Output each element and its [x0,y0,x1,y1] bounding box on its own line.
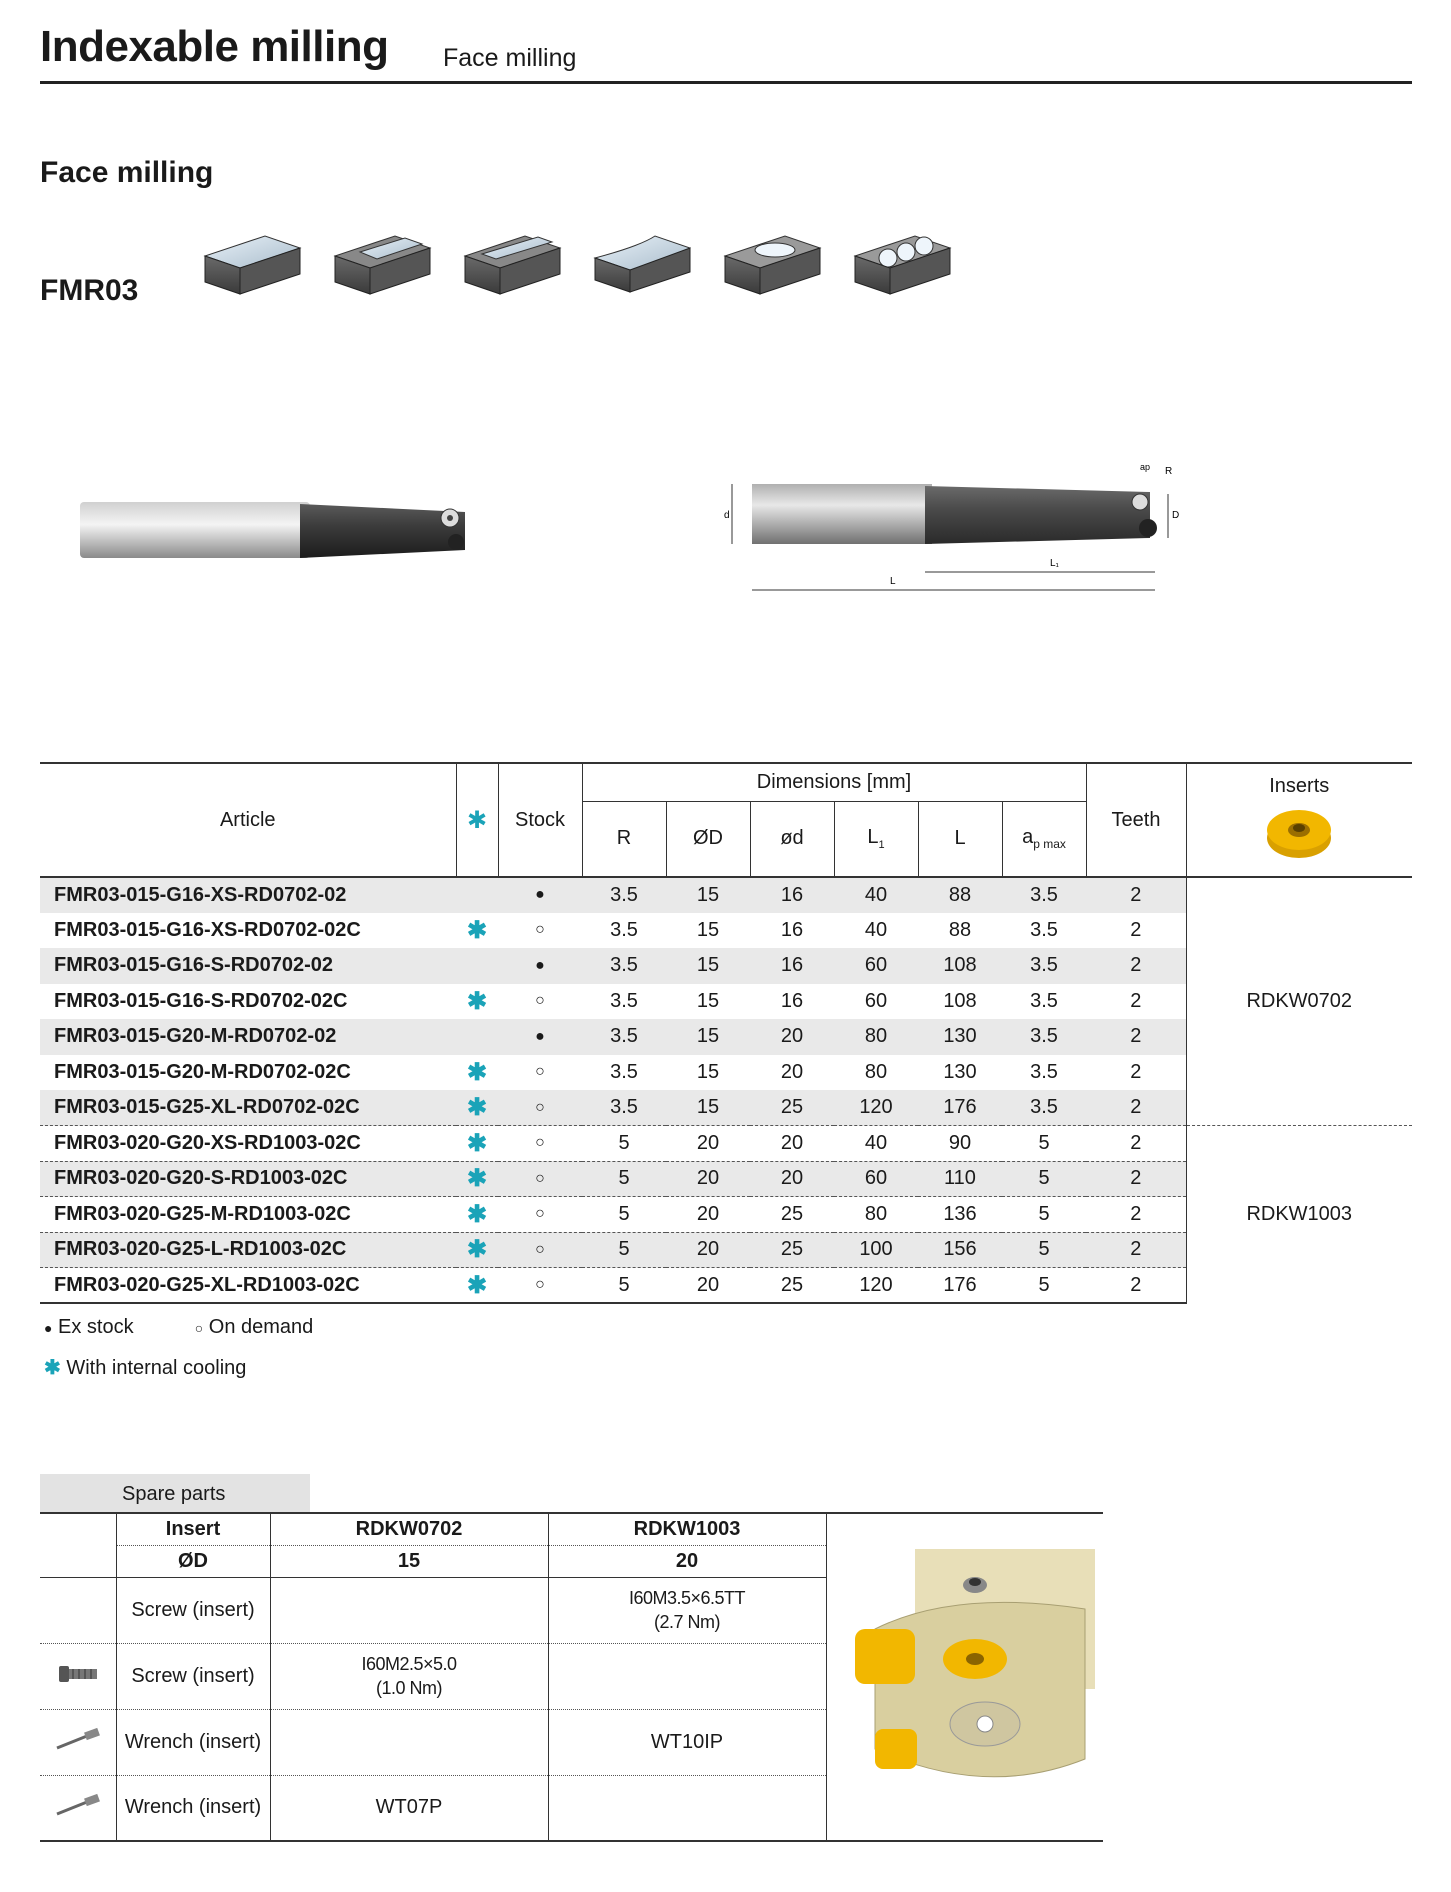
cell-od: 25 [750,1090,834,1126]
drawing-label-ap: ap [1140,462,1151,472]
cooling-icon: ✱ [44,1357,61,1379]
tool-photo [70,490,470,570]
cell-stock: ● [498,877,582,913]
cell-stock: ● [498,1019,582,1055]
cell-ap: 5 [1002,1232,1086,1268]
header-R: R [582,801,666,877]
header-dimensions: Dimensions [mm] [582,763,1086,801]
cell-ap: 3.5 [1002,877,1086,913]
cell-l1: 80 [834,1019,918,1055]
drawing-label-L: L [890,576,896,587]
cell-l: 136 [918,1197,1002,1233]
cell-cool: ✱ [456,1090,498,1126]
cell-od: 20 [750,1126,834,1162]
cell-cool: ✱ [456,1232,498,1268]
op-shoulder-block [335,236,430,294]
cell-stock: ○ [498,1090,582,1126]
op-profile-block [595,236,690,292]
spare-col1: RDKW0702 [270,1513,548,1545]
header-inserts-label: Inserts [1269,774,1330,797]
spare-row-label: Screw (insert) [116,1577,270,1643]
cell-od: 15 [666,1019,750,1055]
cell-od: 20 [666,1232,750,1268]
spare-insert-label: Insert [116,1513,270,1545]
cell-cool: ✱ [466,1058,488,1086]
cell-l: 88 [918,877,1002,913]
spare-row-label: Screw (insert) [116,1643,270,1709]
cell-article: FMR03-015-G16-XS-RD0702-02 [40,877,456,913]
tool-dimension-drawing [710,460,1200,600]
cell-l1: 40 [864,918,888,941]
header-ap: $a_{p max}$ [1002,801,1086,877]
cell-l: 176 [918,1268,1002,1304]
cell-od: 15 [666,1090,750,1126]
cell-l: 156 [918,1232,1002,1268]
cell-cool [456,1019,498,1055]
spare-parts-tab [40,1474,310,1512]
cell-l: 130 [943,1060,977,1083]
cell-ap: 3.5 [1030,918,1058,941]
insert-icon [1264,804,1334,860]
article-table [40,762,1412,1304]
page-subtitle: Face milling [443,44,577,72]
drawing-label-L1: L₁ [1050,558,1059,569]
cell-od: 20 [750,1019,834,1055]
header-L: L [918,801,1002,877]
header-L1: $L_1$ [834,801,918,877]
cell-ap: 3.5 [1030,1060,1058,1083]
cell-ap: 5 [1002,1161,1086,1197]
legend-stock [44,1316,313,1339]
header-stock: Stock [498,763,582,877]
cell-l1: 100 [834,1232,918,1268]
spare-od2: 20 [548,1545,826,1577]
cell-cool: ✱ [456,1161,498,1197]
cell-article: FMR03-015-G20-M-RD0702-02 [40,1019,456,1055]
spare-row-value: I60M3.5×6.5TT (2.7 Nm) [548,1577,826,1643]
operation-blocks-graphic [200,226,980,306]
spare-row-label: Wrench (insert) [116,1775,270,1841]
cell-od: 16 [780,989,804,1012]
cell-teeth: 2 [1130,1060,1142,1083]
cell-l1: 80 [834,1197,918,1233]
header-OD: ØD [666,801,750,877]
cell-l: 176 [918,1090,1002,1126]
cell-article: FMR03-015-G20-M-RD0702-02C [54,1060,351,1083]
op-plunge-block [855,236,950,294]
spare-col2: RDKW1003 [548,1513,826,1545]
cell-l1: 40 [834,877,918,913]
cell-cool [456,948,498,984]
cell-od: 25 [750,1268,834,1304]
table-row [40,877,1412,913]
header-inserts [1186,763,1412,877]
cell-l1: 80 [864,1060,888,1083]
cutter-head-photo [835,1549,1095,1799]
cell-od: 20 [780,1060,804,1083]
page-header [40,22,1412,84]
cell-ap: 5 [1002,1126,1086,1162]
cell-od: 16 [750,877,834,913]
cell-teeth: 2 [1086,1126,1186,1162]
cell-article: FMR03-020-G25-XL-RD1003-02C [40,1268,456,1304]
cell-teeth: 2 [1130,989,1142,1012]
ex-stock-symbol: ● [44,1320,53,1336]
spare-od-label: ØD [116,1545,270,1577]
cell-r: 5 [582,1268,666,1304]
cell-r: 5 [582,1126,666,1162]
spare-row-value: WT10IP [548,1709,826,1775]
cell-od: 15 [666,948,750,984]
cell-od: 15 [696,989,720,1012]
cell-article: FMR03-020-G20-S-RD1003-02C [40,1161,456,1197]
legend-cooling [44,1355,246,1380]
cell-stock: ○ [535,992,545,1010]
cell-stock: ● [498,948,582,984]
cell-article: FMR03-020-G25-L-RD1003-02C [40,1232,456,1268]
cell-r: 3.5 [610,989,638,1012]
cell-stock: ○ [498,1161,582,1197]
cell-teeth: 2 [1086,1197,1186,1233]
on-demand-symbol: ○ [194,1320,204,1336]
cell-od: 15 [666,877,750,913]
cell-l: 108 [918,948,1002,984]
wrench-icon [40,1775,116,1841]
cell-l1: 60 [834,1161,918,1197]
header-teeth: Teeth [1086,763,1186,877]
cell-teeth: 2 [1086,1268,1186,1304]
cell-od: 15 [696,1060,720,1083]
cell-cool: ✱ [456,1197,498,1233]
cell-cool [456,877,498,913]
cell-l: 90 [918,1126,1002,1162]
header-article: Article [40,763,456,877]
cell-cool: ✱ [456,1126,498,1162]
cell-teeth: 2 [1086,1232,1186,1268]
cell-od: 16 [750,948,834,984]
drawing-label-R: R [1165,466,1173,477]
cell-od: 16 [780,918,804,941]
op-face-block [205,236,300,294]
cell-teeth: 2 [1086,1019,1186,1055]
cell-stock: ○ [535,1063,545,1081]
cell-od: 20 [666,1268,750,1304]
cell-r: 3.5 [582,1090,666,1126]
drawing-label-d: d [724,510,730,521]
op-pocket-block [725,236,820,294]
cell-r: 5 [582,1232,666,1268]
cell-l: 88 [948,918,972,941]
cell-od: 25 [750,1197,834,1233]
cell-l1: 120 [834,1268,918,1304]
cell-teeth: 2 [1130,918,1142,941]
cell-ap: 3.5 [1002,1090,1086,1126]
cell-l1: 120 [834,1090,918,1126]
cell-article: FMR03-015-G16-S-RD0702-02C [54,989,348,1012]
table-row [40,1126,1412,1162]
cell-cool: ✱ [456,1268,498,1304]
cell-r: 3.5 [582,948,666,984]
screw-icon [40,1643,116,1709]
cell-article: FMR03-020-G20-XS-RD1003-02C [40,1126,456,1162]
cell-cool: ✱ [466,987,488,1015]
cell-r: 3.5 [610,1060,638,1083]
cell-r: 3.5 [610,918,638,941]
header-cooling-icon: ✱ [456,763,498,877]
operation-icons [200,226,980,306]
cell-r: 3.5 [582,877,666,913]
cell-l1: 40 [834,1126,918,1162]
cell-stock: ○ [498,1268,582,1304]
cell-l: 108 [943,989,977,1012]
cell-od: 20 [666,1197,750,1233]
cell-ap: 5 [1002,1197,1086,1233]
drawing-label-D: D [1172,510,1180,521]
cell-ap: 3.5 [1002,948,1086,984]
cell-article: FMR03-015-G25-XL-RD0702-02C [40,1090,456,1126]
cell-stock: ○ [498,1126,582,1162]
cell-teeth: 2 [1086,1090,1186,1126]
page-title: Indexable milling [40,22,389,71]
ex-stock-label: Ex stock [58,1316,134,1338]
insert-group: RDKW0702 [1186,877,1412,1126]
section-title: Face milling [40,156,214,189]
on-demand-label: On demand [208,1316,314,1338]
insert-group: RDKW1003 [1186,1126,1412,1304]
cell-teeth: 2 [1086,948,1186,984]
spare-row-value: WT07P [270,1775,548,1841]
cell-cool: ✱ [466,916,488,944]
op-slot-block [465,236,560,294]
cell-teeth: 2 [1086,1161,1186,1197]
cell-l: 130 [918,1019,1002,1055]
cell-article: FMR03-015-G16-XS-RD0702-02C [54,918,361,941]
wrench-icon [40,1709,116,1775]
cell-od: 20 [750,1161,834,1197]
cell-stock: ○ [535,921,545,939]
model-name: FMR03 [40,274,139,307]
cell-teeth: 2 [1086,877,1186,913]
spare-row-label: Wrench (insert) [116,1709,270,1775]
cell-od: 20 [666,1161,750,1197]
cooling-label: With internal cooling [66,1357,247,1379]
cell-l1: 60 [834,948,918,984]
cell-article: FMR03-015-G16-S-RD0702-02 [40,948,456,984]
cell-r: 5 [582,1197,666,1233]
header-od: ød [750,801,834,877]
spare-od1: 15 [270,1545,548,1577]
cell-od: 20 [666,1126,750,1162]
cell-r: 3.5 [582,1019,666,1055]
cell-od: 25 [750,1232,834,1268]
cell-stock: ○ [498,1197,582,1233]
cell-l1: 60 [864,989,888,1012]
cell-od: 15 [696,918,720,941]
cell-ap: 3.5 [1030,989,1058,1012]
spare-photo-cell [826,1513,1103,1841]
cell-l: 110 [918,1161,1002,1197]
cell-ap: 5 [1002,1268,1086,1304]
cell-ap: 3.5 [1002,1019,1086,1055]
spare-parts-table [40,1512,1103,1842]
spare-parts-title: Spare parts [122,1483,226,1505]
spare-row-value: I60M2.5×5.0 (1.0 Nm) [270,1643,548,1709]
cell-article: FMR03-020-G25-M-RD1003-02C [40,1197,456,1233]
cell-stock: ○ [498,1232,582,1268]
cell-r: 5 [582,1161,666,1197]
